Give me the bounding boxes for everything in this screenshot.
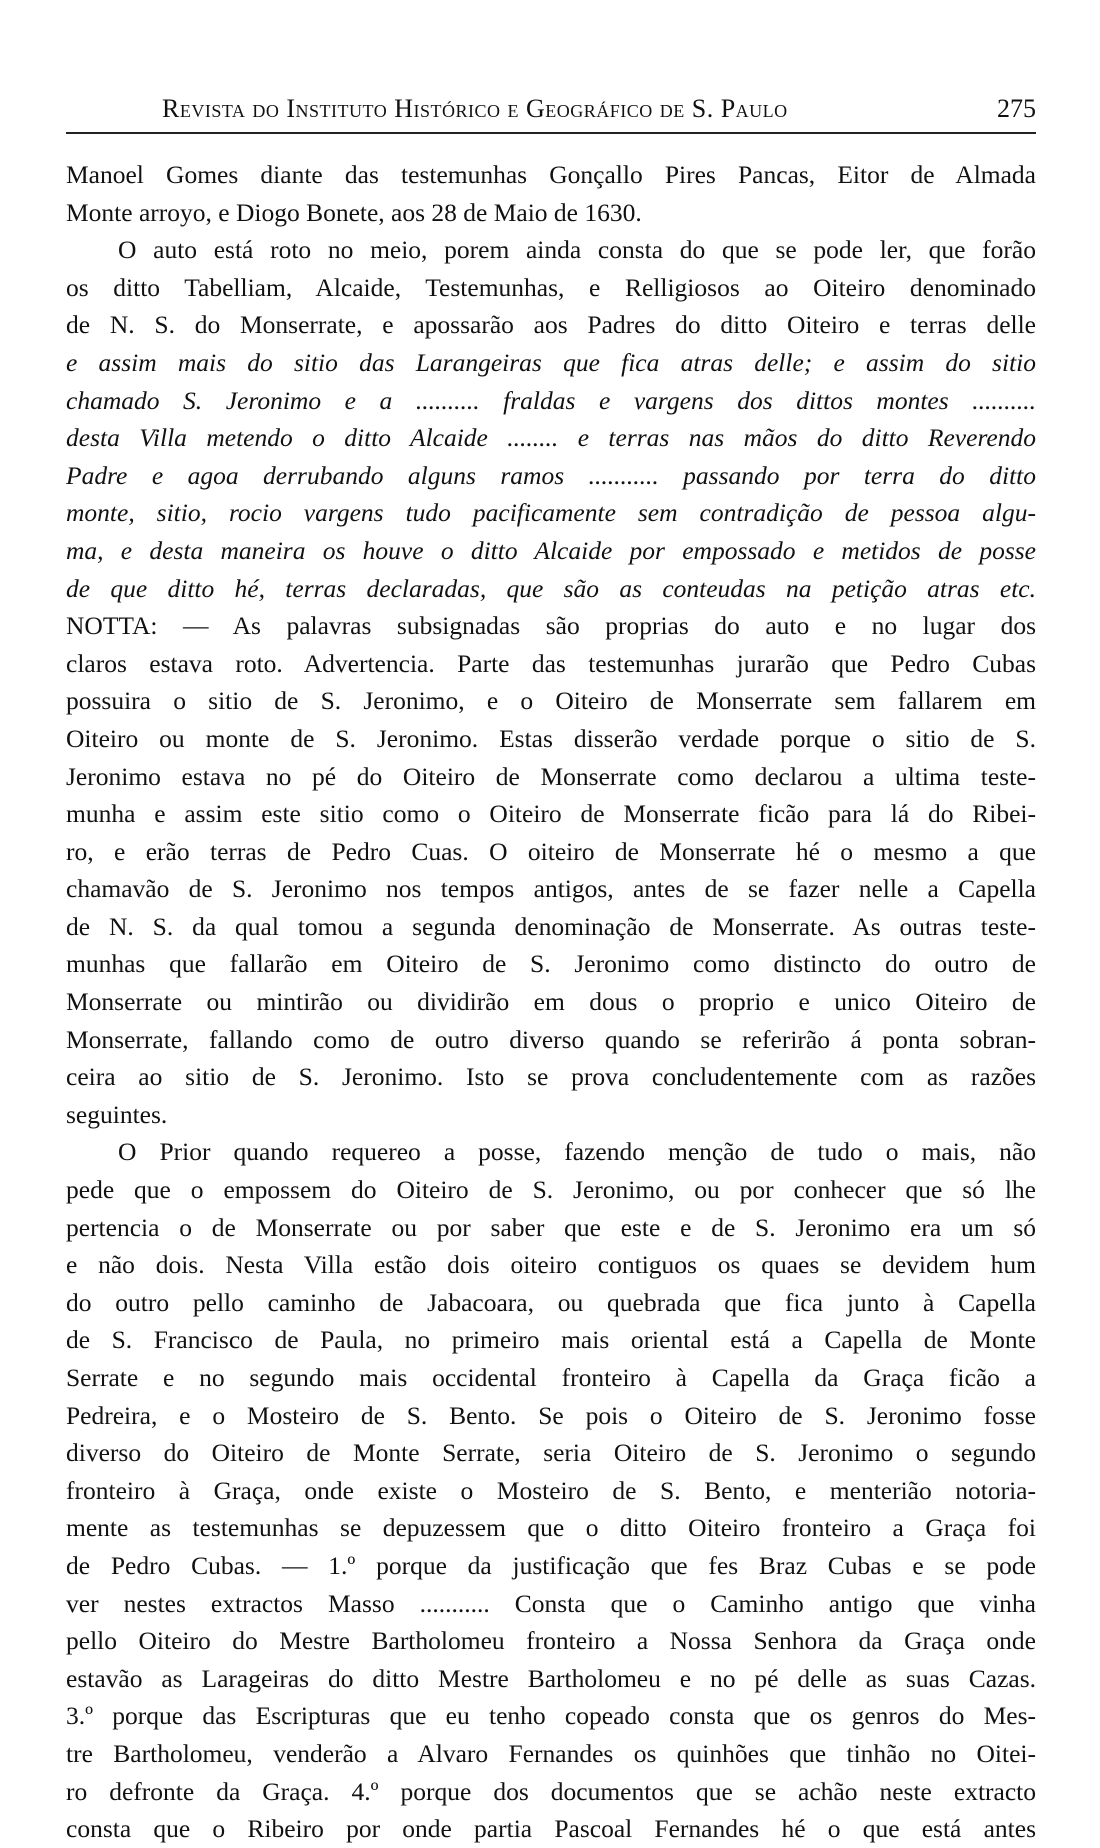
text-line: Monte arroyo, e Diogo Bonete, aos 28 de Maio de 1630.	[66, 197, 642, 227]
text-line: os ditto Tabelliam, Alcaide, Testemunhas, e Relligiosos ao Oiteiro denominado	[66, 272, 1036, 302]
text-line: Padre e agoa derrubando alguns ramos ........... passando por terra do ditto	[66, 460, 1036, 490]
text-line: diverso do Oiteiro de Monte Serrate, seria Oiteiro de S. Jeronimo o segundo	[66, 1438, 1036, 1468]
text-line: ro, e erão terras de Pedro Cuas. O oiteiro de Monserrate hé o mesmo a que	[66, 836, 1036, 866]
text-line: de que ditto hé, terras declaradas, que são as conteudas na petição atras etc.	[66, 573, 1036, 603]
text-line: Manoel Gomes diante das testemunhas Gonçallo Pires Pancas, Eitor de Almada	[66, 160, 1036, 189]
body-text	[66, 156, 1036, 1848]
text-line: do outro pello caminho de Jabacoara, ou quebrada que fica junto à Capella	[66, 1287, 1036, 1317]
text-line: munhas que fallarão em Oiteiro de S. Jeronimo como distincto do outro de	[66, 949, 1036, 979]
text-line: fronteiro à Graça, onde existe o Mosteiro de S. Bento, e menterião notoria-	[66, 1475, 1036, 1505]
text-line: mente as testemunhas se depuzessem que o ditto Oiteiro fronteiro a Graça foi	[66, 1513, 1036, 1543]
journal-title: Revista do Instituto Histórico e Geográfico de S. Paulo	[162, 94, 788, 123]
text-line: de N. S. do Monserrate, e apossarão aos Padres do ditto Oiteiro e terras delle	[66, 310, 1036, 340]
text-line: de S. Francisco de Paula, no primeiro mais oriental está a Capella de Monte	[66, 1325, 1036, 1355]
text-line: ceira ao sitio de S. Jeronimo. Isto se prova concludentemente com as razões	[66, 1062, 1036, 1092]
text-line: estavão as Larageiras do ditto Mestre Bartholomeu e no pé delle as suas Cazas.	[66, 1663, 1036, 1693]
book-page	[66, 92, 1036, 1848]
text-line: e assim mais do sitio das Larangeiras que fica atras delle; e assim do sitio	[66, 347, 1036, 377]
text-line: desta Villa metendo o ditto Alcaide ........ e terras nas mãos do ditto Reverendo	[66, 423, 1036, 453]
text-line: seguintes.	[66, 1099, 168, 1129]
text-line: claros estava roto. Advertencia. Parte das testemunhas jurarão que Pedro Cubas	[66, 648, 1036, 678]
text-line: O Prior quando requereo a posse, fazendo menção de tudo o mais, não	[118, 1137, 1036, 1167]
running-header	[66, 92, 1036, 134]
text-line: 3.º porque das Escripturas que eu tenho copeado consta que os genros do Mes-	[66, 1701, 1036, 1731]
text-line: Pedreira, e o Mosteiro de S. Bento. Se pois o Oiteiro de S. Jeronimo fosse	[66, 1400, 1036, 1430]
page-number: 275	[997, 94, 1036, 123]
text-line: NOTTA: — As palavras subsignadas são proprias do auto e no lugar dos	[66, 611, 1036, 641]
text-line: possuira o sitio de S. Jeronimo, e o Oiteiro de Monserrate sem fallarem em	[66, 686, 1036, 716]
text-line: monte, sitio, rocio vargens tudo pacificamente sem contradição de pessoa algu-	[66, 498, 1036, 528]
text-line: pello Oiteiro do Mestre Bartholomeu fronteiro a Nossa Senhora da Graça onde	[66, 1626, 1036, 1656]
text-line: O auto está roto no meio, porem ainda consta do que se pode ler, que forão	[118, 235, 1036, 265]
text-line: pede que o empossem do Oiteiro de S. Jeronimo, ou por conhecer que só lhe	[66, 1175, 1036, 1205]
text-line: Monserrate, fallando como de outro diverso quando se referirão á ponta sobran-	[66, 1024, 1036, 1054]
text-line: ma, e desta maneira os houve o ditto Alcaide por empossado e metidos de posse	[66, 535, 1036, 565]
text-line: Serrate e no segundo mais occidental fronteiro à Capella da Graça ficão a	[66, 1363, 1036, 1392]
text-line: ro defronte da Graça. 4.º porque dos documentos que se achão neste extracto	[66, 1776, 1036, 1806]
text-line: chamavão de S. Jeronimo nos tempos antigos, antes de se fazer nelle a Capella	[66, 874, 1036, 904]
text-line: Monserrate ou mintirão ou dividirão em dous o proprio e unico Oiteiro de	[66, 987, 1036, 1017]
text-line: pertencia o de Monserrate ou por saber que este e de S. Jeronimo era um só	[66, 1212, 1036, 1242]
text-line: de Pedro Cubas. — 1.º porque da justificação que fes Braz Cubas e se pode	[66, 1550, 1036, 1580]
text-line: chamado S. Jeronimo e a .......... fraldas e vargens dos dittos montes ..........	[66, 385, 1036, 415]
text-line: e não dois. Nesta Villa estão dois oiteiro contiguos os quaes se devidem hum	[66, 1250, 1036, 1280]
text-line: de N. S. da qual tomou a segunda denominação de Monserrate. As outras teste-	[66, 911, 1036, 941]
text-line: ver nestes extractos Masso ........... Consta que o Caminho antigo que vinha	[66, 1588, 1036, 1618]
text-line: Oiteiro ou monte de S. Jeronimo. Estas disserão verdade porque o sitio de S.	[66, 723, 1036, 753]
text-line: munha e assim este sitio como o Oiteiro de Monserrate ficão para lá do Ribei-	[66, 799, 1036, 829]
text-line: consta que o Ribeiro por onde partia Pascoal Fernandes hé o que está antes	[66, 1814, 1036, 1844]
text-line: Jeronimo estava no pé do Oiteiro de Monserrate como declarou a ultima teste-	[66, 761, 1036, 791]
text-line: tre Bartholomeu, venderão a Alvaro Fernandes os quinhões que tinhão no Oitei-	[66, 1738, 1036, 1768]
